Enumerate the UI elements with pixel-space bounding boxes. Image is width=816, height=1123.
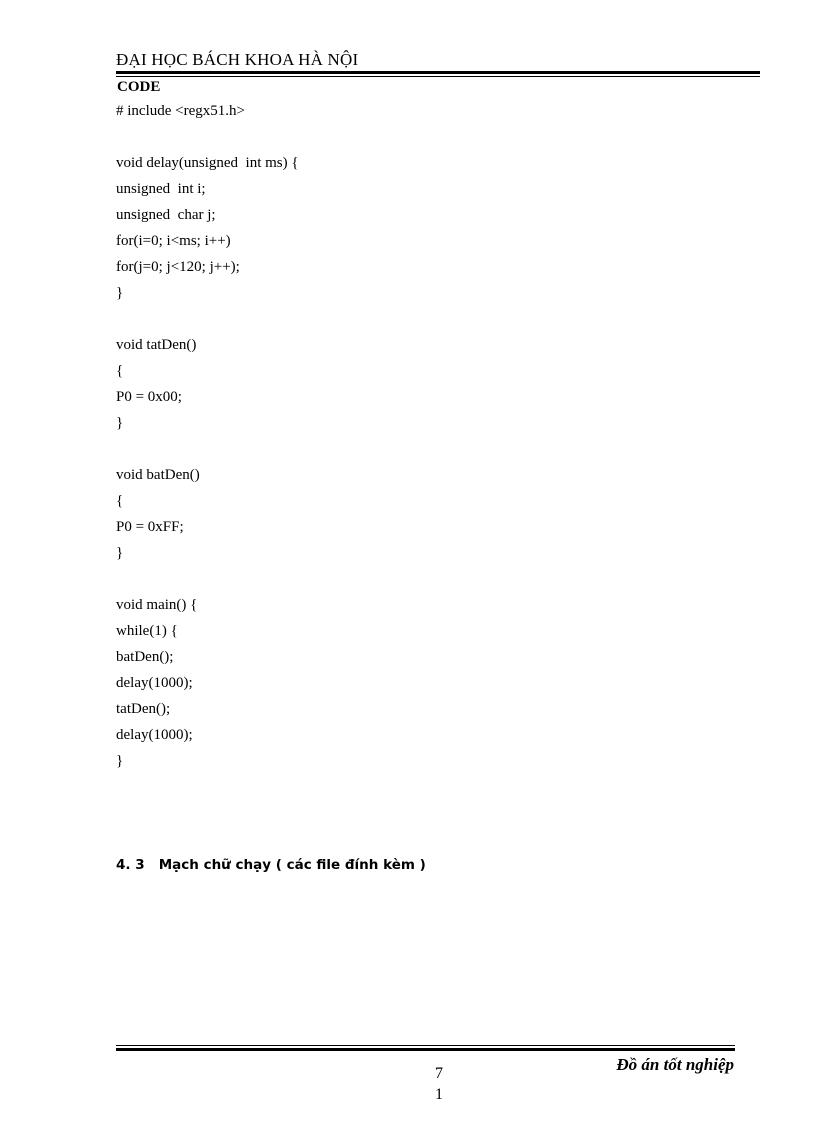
code-line: delay(1000); bbox=[116, 675, 193, 691]
page-number-line-2: 1 bbox=[435, 1086, 443, 1103]
code-line: } bbox=[116, 753, 124, 769]
code-line: batDen(); bbox=[116, 649, 174, 665]
code-line: while(1) { bbox=[116, 623, 178, 639]
code-line: { bbox=[116, 363, 124, 379]
header-title: ĐẠI HỌC BÁCH KHOA HÀ NỘI bbox=[116, 50, 359, 69]
section-label-code: CODE bbox=[117, 79, 161, 95]
code-line: } bbox=[116, 285, 124, 301]
page-number-line-1: 7 bbox=[435, 1065, 443, 1082]
footer-title: Đồ án tốt nghiệp bbox=[616, 1055, 734, 1074]
code-line: tatDen(); bbox=[116, 701, 171, 717]
code-line: void batDen() bbox=[116, 467, 200, 483]
code-line: for(i=0; i<ms; i++) bbox=[116, 233, 231, 249]
header-rule-thick bbox=[116, 71, 760, 74]
code-line: unsigned int i; bbox=[116, 181, 206, 197]
code-line: } bbox=[116, 545, 124, 561]
code-line: for(j=0; j<120; j++); bbox=[116, 259, 240, 275]
code-line: unsigned char j; bbox=[116, 207, 216, 223]
header-rule-thin bbox=[116, 76, 760, 77]
footer-rule-thin bbox=[116, 1045, 735, 1046]
code-line: # include <regx51.h> bbox=[116, 103, 245, 119]
page-number bbox=[431, 1063, 447, 1105]
footer-rule-thick bbox=[116, 1048, 735, 1051]
section-heading-4-3: 4. 3 Mạch chữ chạy ( các file đính kèm ) bbox=[116, 857, 426, 873]
code-line: { bbox=[116, 493, 124, 509]
code-line: void tatDen() bbox=[116, 337, 197, 353]
code-line: delay(1000); bbox=[116, 727, 193, 743]
code-line: P0 = 0x00; bbox=[116, 389, 182, 405]
code-line: P0 = 0xFF; bbox=[116, 519, 184, 535]
code-line: void main() { bbox=[116, 597, 198, 613]
code-line: void delay(unsigned int ms) { bbox=[116, 155, 299, 171]
code-line: } bbox=[116, 415, 124, 431]
